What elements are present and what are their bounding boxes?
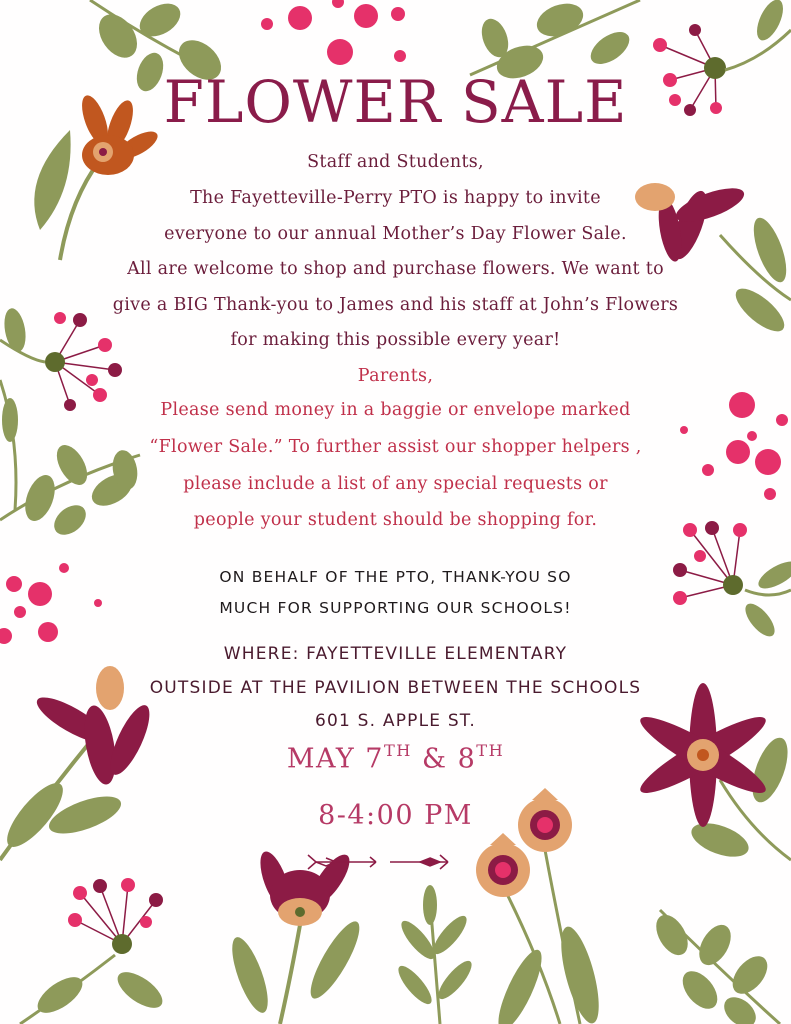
- staff-line-4: give a BIG Thank-you to James and his staff at John’s Flowers: [112, 295, 679, 315]
- location-line-2: OUTSIDE AT THE PAVILION BETWEEN THE SCHOOLS: [149, 678, 642, 698]
- parents-greeting: Parents,: [357, 366, 434, 386]
- parents-line-1: Please send money in a baggie or envelope marked: [160, 400, 631, 420]
- berries-top-icon: [261, 0, 406, 65]
- fern-leaf-icon: [393, 885, 476, 1024]
- date-first-suffix: TH: [383, 741, 412, 760]
- location-line-1: WHERE: FAYETTEVILLE ELEMENTARY: [223, 644, 568, 664]
- parents-line-4: people your student should be shopping for.: [193, 510, 598, 530]
- date-month-day: MAY 7: [286, 743, 384, 775]
- staff-line-3: All are welcome to shop and purchase flowers. We want to: [127, 259, 664, 279]
- parents-line-3: please include a list of any special requests or: [183, 474, 608, 494]
- tulip-flower-icon: [225, 848, 367, 1024]
- flyer-title: FLOWER SALE: [163, 68, 628, 136]
- parents-line-2: “Flower Sale.” To further assist our shopper helpers ,: [149, 437, 642, 457]
- date-second-day: & 8: [411, 743, 477, 775]
- staff-greeting: Staff and Students,: [307, 152, 484, 172]
- date-second-suffix: TH: [476, 741, 505, 760]
- thanks-line-1: ON BEHALF OF THE PTO, THANK-YOU SO: [219, 568, 572, 586]
- staff-line-5: for making this possible every year!: [230, 330, 561, 350]
- staff-line-2: everyone to our annual Mother’s Day Flower Sale.: [164, 224, 627, 244]
- event-time: 8-4:00 PM: [318, 800, 473, 831]
- berry-sprig-bottom-left-icon: [20, 878, 168, 1024]
- staff-line-1: The Fayetteville-Perry PTO is happy to invite: [190, 188, 601, 208]
- event-date: [0, 741, 791, 774]
- berry-sprig-left-icon: [0, 307, 122, 411]
- leaf-branch-bottom-right-icon: [650, 909, 780, 1024]
- location-line-3: 601 S. APPLE ST.: [315, 711, 476, 731]
- thanks-line-2: MUCH FOR SUPPORTING OUR SCHOOLS!: [219, 599, 572, 617]
